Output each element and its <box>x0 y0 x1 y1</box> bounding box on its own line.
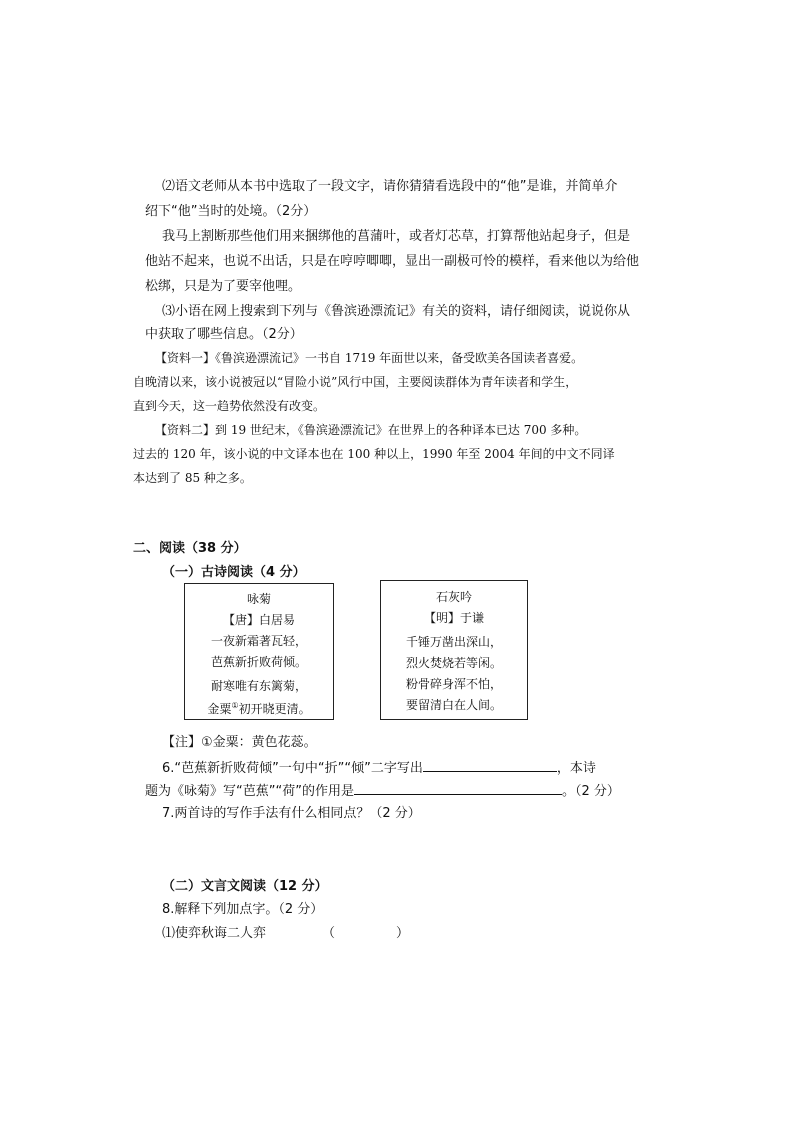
q3-line1: ⑶小语在网上搜索到下列与《鲁滨逊漂流记》有关的资料，请仔细阅读，说说你从 <box>162 304 631 319</box>
poem1-line4 <box>185 698 333 717</box>
q2-line2: 绍下“他”当时的处境。（2分） <box>145 204 317 219</box>
material2-line3: 本达到了 85 种之多。 <box>133 471 252 485</box>
material1-line3: 直到今天，这一趋势依然没有改变。 <box>133 399 326 413</box>
poem1-line4-head: 金粟 <box>207 702 232 716</box>
excerpt-line1: 我马上割断那些他们用来捆绑他的菖蒲叶，或者灯芯草，打算帮他站起身子，但是 <box>162 229 631 244</box>
poem1-author: 【唐】白居易 <box>222 613 295 627</box>
poem2-title: 石灰吟 <box>435 590 472 604</box>
material2-line2: 过去的 120 年，该小说的中文译本也在 100 种以上，1990 年至 2004 年间的中文不同译 <box>133 447 615 461</box>
q8-paren-close: ） <box>396 926 410 941</box>
q6-part4: 。（2 分） <box>561 784 620 799</box>
poem1-line2: 芭蕉新折败荷倾。 <box>210 655 307 669</box>
q6-part3: 题为《咏菊》写“芭蕉”“荷”的作用是 <box>145 784 354 799</box>
section2-title: 二、阅读（38 分） <box>133 541 247 556</box>
material2-line1: 【资料二】到 19 世纪末，《鲁滨逊漂流记》在世界上的各种译本已达 700 多种。 <box>155 423 587 437</box>
material1-line2: 自晚清以来，该小说被冠以“冒险小说”风行中国，主要阅读群体为青年读者和学生， <box>133 375 578 389</box>
poem2-line3: 粉骨碎身浑不怕， <box>405 677 502 691</box>
poem2-line1: 千锤万凿出深山， <box>405 635 502 649</box>
material1-line1: 【资料一】《鲁滨逊漂流记》一书自 1719 年面世以来，备受欧美各国读者喜爱。 <box>155 351 584 365</box>
poem1-title: 咏菊 <box>246 592 271 606</box>
q6-answer-blank-2[interactable] <box>354 780 562 795</box>
q6-answer-blank-1[interactable] <box>423 757 557 772</box>
q8-title: 8.解释下列加点字。（2 分） <box>162 902 324 917</box>
footnote-mark: ① <box>231 701 239 710</box>
excerpt-line2: 他站不起来，也说不出话，只是在哼哼唧唧，显出一副极可怜的模样，看来他以为给他 <box>145 254 640 269</box>
q8-answer-space[interactable] <box>338 924 394 944</box>
q6-line2 <box>145 780 620 802</box>
q7: 7.两首诗的写作手法有什么相同点？（2 分） <box>162 806 421 821</box>
q6-part2: ，本诗 <box>556 761 596 776</box>
excerpt-line3: 松绑，只是为了要宰他哩。 <box>145 279 302 294</box>
part2-title: （二）文言文阅读（12 分） <box>162 879 328 894</box>
poem1-line3: 耐寒唯有东篱菊， <box>210 679 307 693</box>
poem2-box <box>380 580 528 720</box>
q3-line2: 中获取了哪些信息。（2分） <box>145 327 303 342</box>
poem1-box <box>184 583 334 720</box>
part1-title: （一）古诗阅读（4 分） <box>162 565 306 580</box>
poem1-line1: 一夜新霜著瓦轻， <box>210 634 307 648</box>
q8-item1: ⑴使弈秋诲二人弈 <box>162 926 267 941</box>
poem1-line4-tail: 初开晓更清。 <box>238 702 311 716</box>
poem2-line2: 烈火焚烧若等闲。 <box>405 656 502 670</box>
poem2-author: 【明】于谦 <box>423 611 484 625</box>
poem-note: 【注】①金粟：黄色花蕊。 <box>162 735 317 750</box>
poem2-line4: 要留清白在人间。 <box>405 698 502 712</box>
q6-line1 <box>162 757 596 779</box>
q8-paren-open: （ <box>322 926 336 941</box>
q6-part1: 6.“芭蕉新折败荷倾”一句中“折”“倾”二字写出 <box>162 761 423 776</box>
q2-line1: ⑵语文老师从本书中选取了一段文字，请你猜猜看选段中的“他”是谁，并简单介 <box>162 179 618 194</box>
